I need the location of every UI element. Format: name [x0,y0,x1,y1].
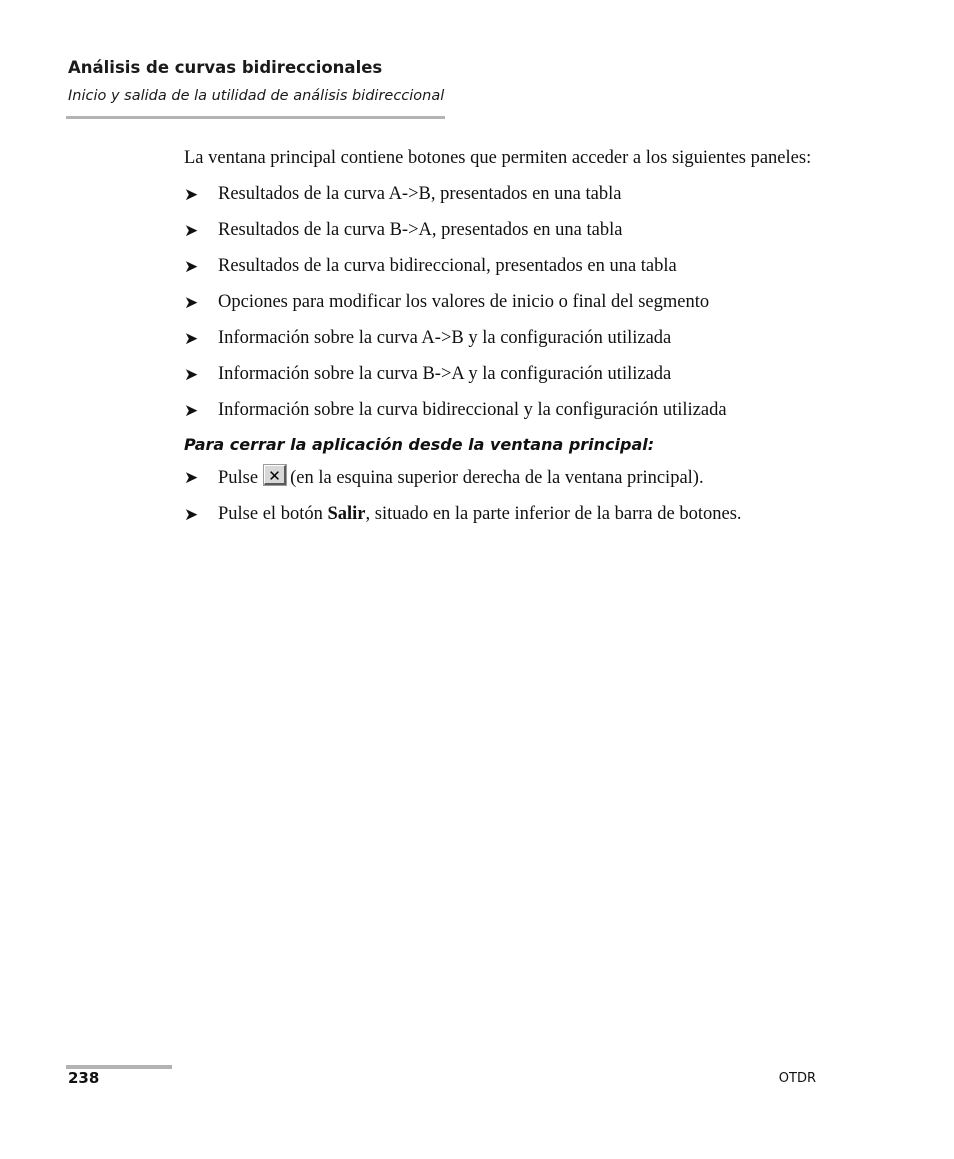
procedure-title: Para cerrar la aplicación desde la ventana principal: [184,435,655,454]
list-item [184,398,844,423]
list-item [184,326,844,351]
step-text-after: (en la esquina superior derecha de la ventana principal). [290,468,704,488]
list-item [184,290,844,315]
salir-button-label: Salir [327,504,366,524]
section-title: Análisis de curvas bidireccionales [68,58,383,77]
list-item-text: Información sobre la curva A->B y la configuración utilizada [218,328,672,348]
page-number: 238 [68,1069,100,1087]
list-item-text: Opciones para modificar los valores de inicio o final del segmento [218,292,710,312]
arrow-bullet-icon: ➤ [184,365,199,385]
arrow-bullet-icon: ➤ [184,257,199,277]
procedure-step [184,465,844,491]
arrow-bullet-icon: ➤ [184,401,199,421]
section-subtitle: Inicio y salida de la utilidad de análisis bidireccional [68,88,445,104]
close-icon-glyph: ✕ [268,467,281,485]
list-item-text: Resultados de la curva bidireccional, presentados en una tabla [218,256,677,276]
list-item [184,362,844,387]
list-item [184,254,844,279]
procedure-step [184,502,844,527]
arrow-bullet-icon: ➤ [184,329,199,349]
list-item-text: Información sobre la curva B->A y la configuración utilizada [218,364,672,384]
step-text-before: Pulse [218,468,259,488]
procedure-steps [184,465,844,527]
list-item [184,218,844,243]
arrow-bullet-icon: ➤ [184,468,199,488]
panel-list [184,182,844,423]
step-text-before: Pulse el botón [218,504,328,524]
list-item [184,182,844,207]
header-divider [66,116,445,119]
close-icon [264,465,286,485]
arrow-bullet-icon: ➤ [184,505,199,525]
step-text-after: , situado en la parte inferior de la barra de botones. [365,504,742,524]
arrow-bullet-icon: ➤ [184,185,199,205]
list-item-text: Resultados de la curva A->B, presentados en una tabla [218,184,622,204]
list-item-text: Información sobre la curva bidireccional y la configuración utilizada [218,400,727,420]
arrow-bullet-icon: ➤ [184,221,199,241]
product-name: OTDR [778,1071,816,1086]
list-item-text: Resultados de la curva B->A, presentados en una tabla [218,220,623,240]
main-content [184,146,844,538]
arrow-bullet-icon: ➤ [184,293,199,313]
intro-paragraph: La ventana principal contiene botones que permiten acceder a los siguientes paneles: [184,148,812,168]
